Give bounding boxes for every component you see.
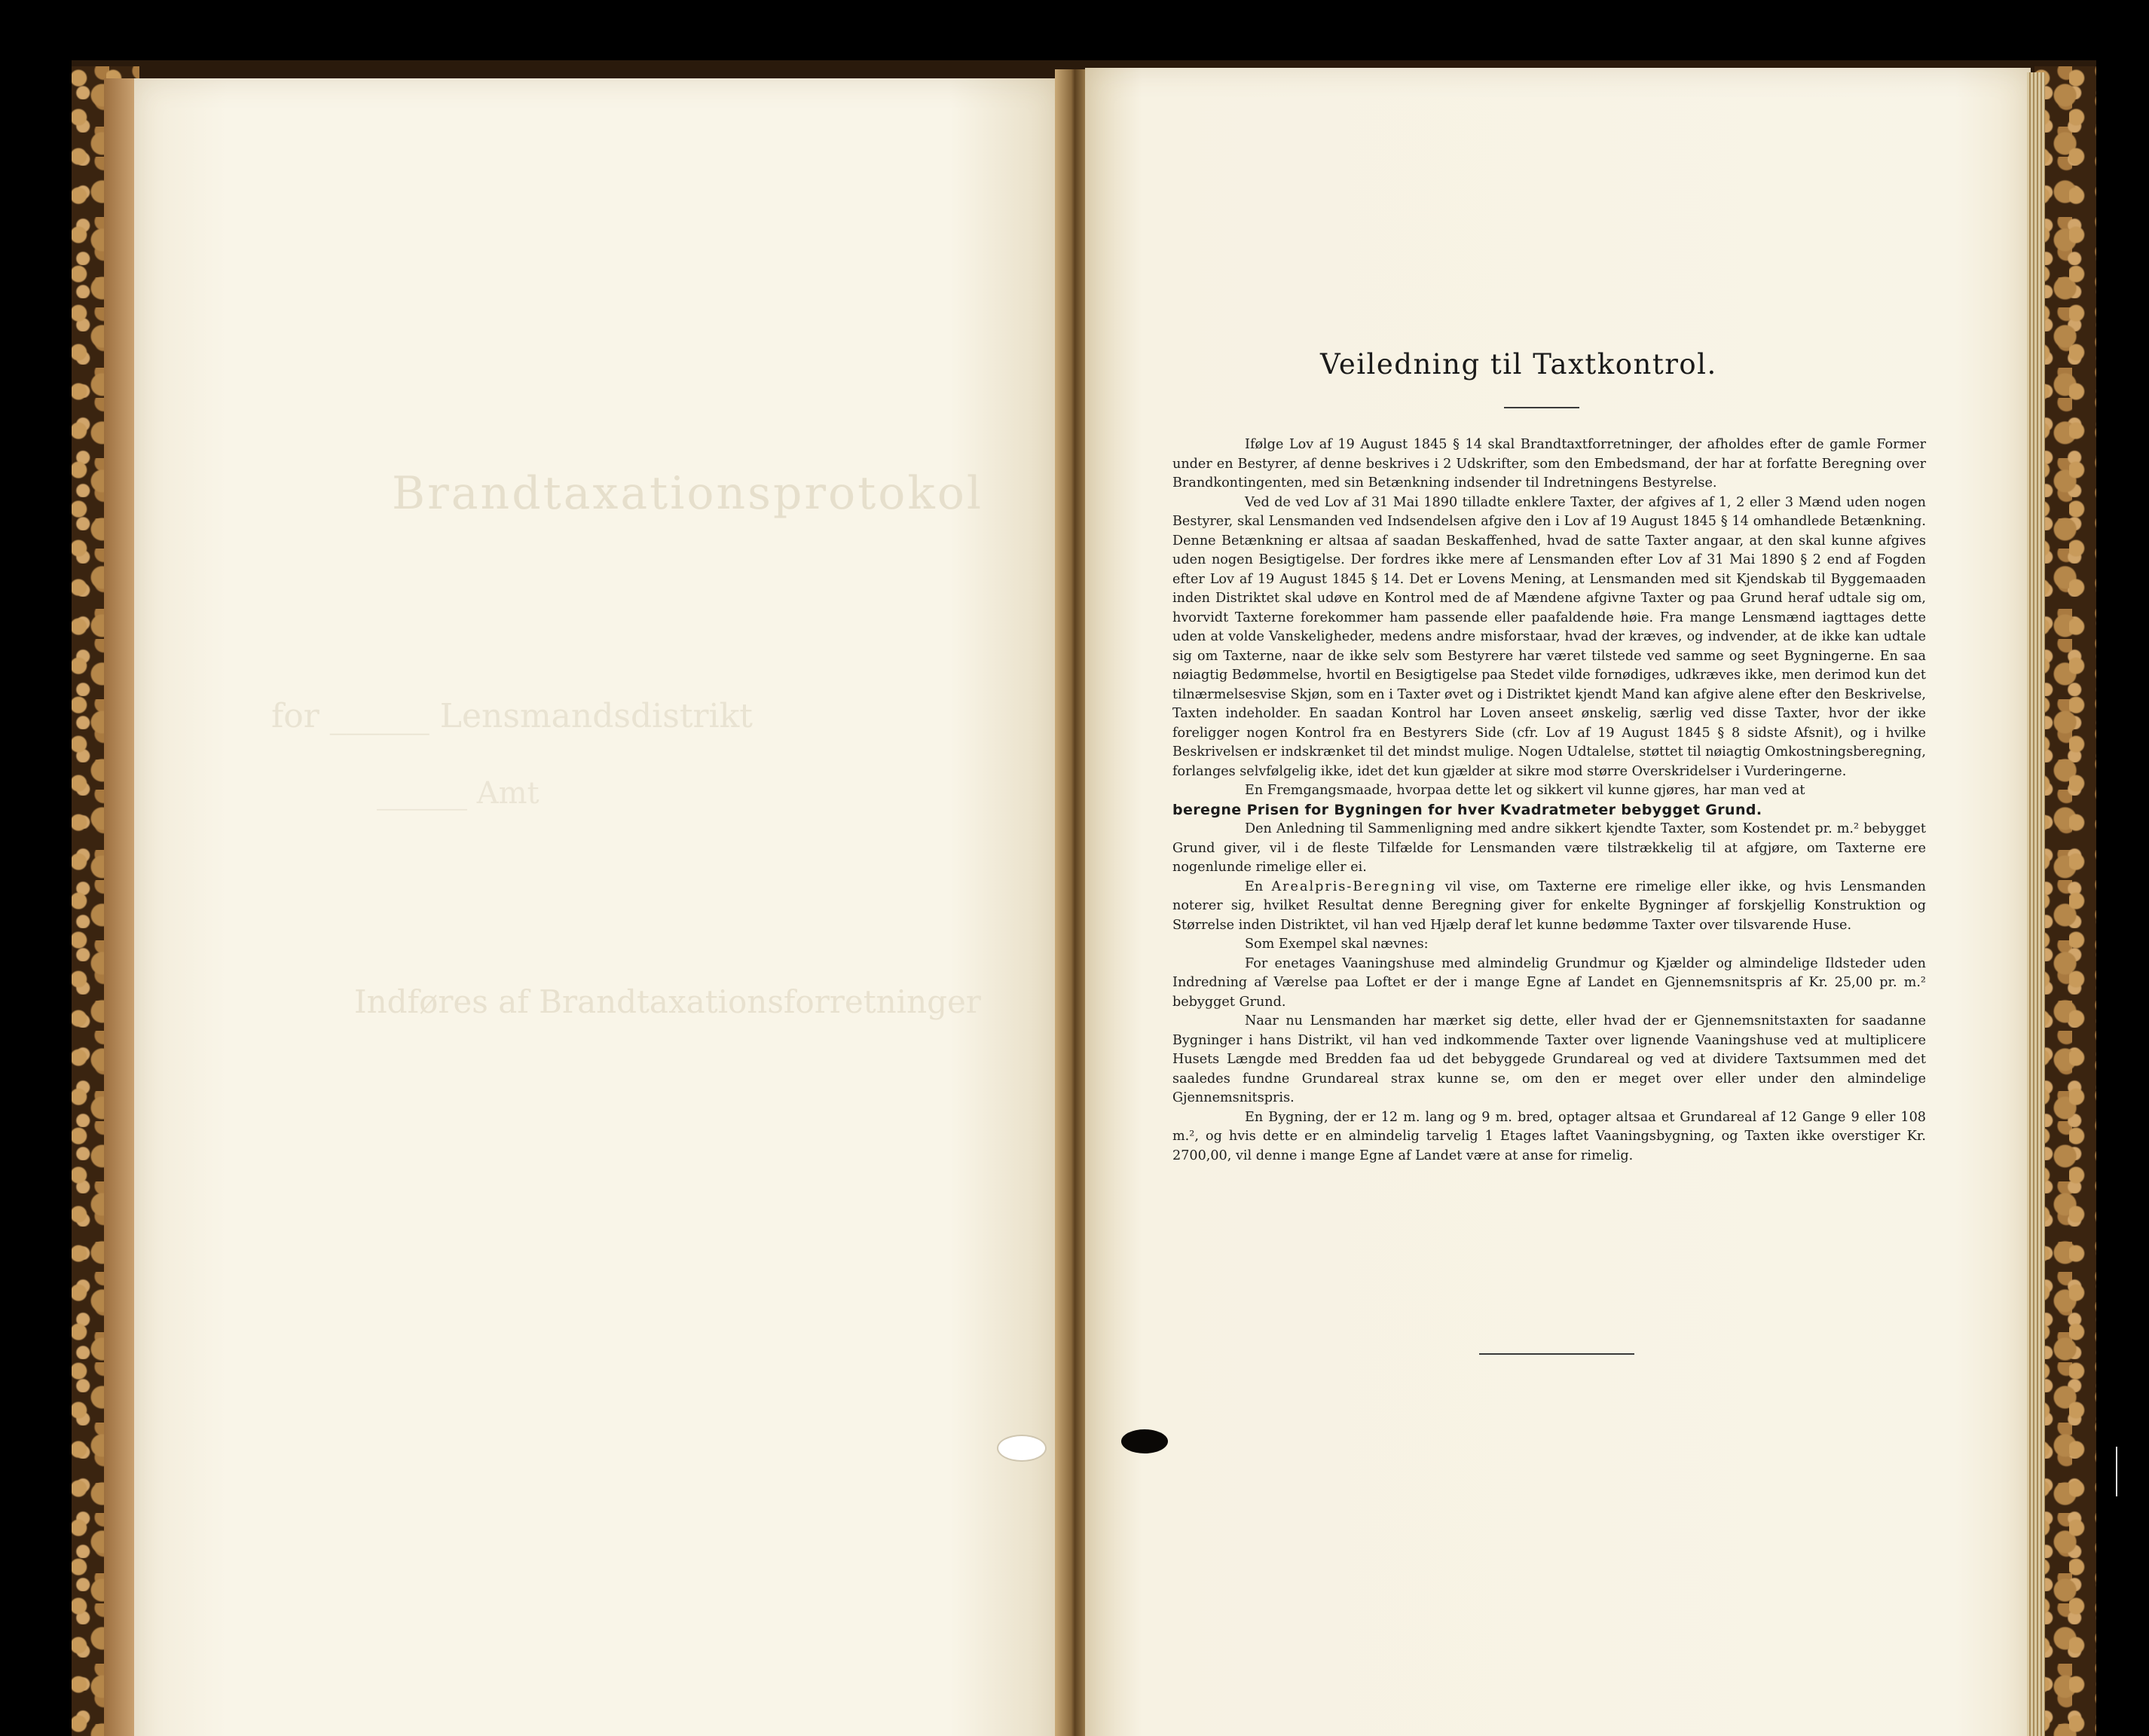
left-page	[134, 78, 1061, 1736]
paragraph: For enetages Vaaningshuse med almindelig Grundmur og Kjælder og almindelige Ildsteder uden Indredning af Værelse paa Loftet er der i mange Egne af Landet en Gjennemsnitspris af Kr. 25,00 pr. m.² bebygget Grund.	[1172, 955, 1926, 1010]
left-page-edge	[104, 78, 134, 1736]
right-page-edges	[2027, 72, 2045, 1736]
page-title: Veiledning til Taxtkontrol.	[1320, 348, 1717, 381]
paragraph: Den Anledning til Sammenligning med andre sikkert kjendte Taxter, som Kostendet pr. m.² bebygget Grund giver, vil i de fleste Tilfælde for Lensmanden være tilstrækkelig til at afgjøre, om Taxterne ere nogenlunde rimelige eller ei.	[1172, 821, 1926, 875]
emphasized-rule: beregne Prisen for Bygningen for hver Kvadratmeter bebygget Grund.	[1172, 801, 1762, 818]
paragraph: Naar nu Lensmanden har mærket sig dette, eller hvad der er Gjennemsnitstaxten for saadanne Bygninger i hans Distrikt, vil han ved indkommende Taxter over lignende Vaaningshuse ved at multiplicere Husets Længde med Bredden faa ud det bebyggede Grundareal og ved at dividere Taxtsummen med det saaledes fundne Grundareal strax kunne se, om den er meget over eller under den almindelige Gjennemsnitspris.	[1172, 1013, 1926, 1105]
binding-hole-right	[1121, 1429, 1168, 1453]
bleed-through-line-district: for ______ Lensmandsdistrikt	[271, 697, 753, 735]
title-rule	[1504, 407, 1579, 408]
paragraph: En Fremgangsmaade, hvorpaa dette let og sikkert vil kunne gjøres, har man ved at	[1245, 783, 1805, 798]
paragraph: Ifølge Lov af 19 August 1845 § 14 skal Brandtaxtforretninger, der afholdes efter de gamle Former under en Bestyrer, af denne beskrives i 2 Udskrifter, som den Embedsmand, der har at forfatte Beregning over Brandkontingenten, med sin Betænkning indsender til Indretningens Bestyrelse.	[1172, 437, 1926, 491]
edge-mark	[2116, 1447, 2117, 1496]
bleed-through-title: Brandtaxationsprotokol	[392, 467, 984, 520]
bleed-through-line-entries: Indføres af Brandtaxationsforretninger	[354, 983, 981, 1020]
closing-rule	[1479, 1353, 1634, 1355]
paragraph: Ved de ved Lov af 31 Mai 1890 tilladte enklere Taxter, der afgives af 1, 2 eller 3 Mænd uden nogen Bestyrer, skal Lensmanden ved Indsendelsen afgive den i Lov af 19 August 1845 § 14 omhandlede Betænkning. Denne Betænkning er altsaa af saadan Beskaffenhed, hvad de satte Taxter angaar, at den skal kunne afgives uden nogen Besigtigelse. Der fordres ikke mere af Lensmanden efter Lov af 31 Mai 1890 § 2 end af Fogden efter Lov af 19 August 1845 § 14. Det er Lovens Mening, at Lensmanden med sit Kjendskab til Byggemaaden inden Distriktet skal udøve en Kontrol med de af Mændene afgivne Taxter og paa Grund heraf udtale sig om, hvorvidt Taxterne forekommer ham passende eller paafaldende høie. Fra mange Lensmænd iagttages dette uden at volde Vanskeligheder, medens andre misforstaar, hvad der kræves, og indvender, at de ikke kan udtale sig om Taxterne, naar de ikke selv som Bestyrere har været tilstede ved samme og seet Bygningerne. En saa nøiagtig Bedømmelse, hvortil en Besigtigelse paa Stedet vilde fornødiges, udkræves ikke, men derimod kun det tilnærmelsesvise Skjøn, som en i Taxter øvet og i Distriktet kjendt Mand kan afgive alene efter den Beskrivelse, Taxten indeholder. En saadan Kontrol har Loven anseet ønskelig, særlig ved disse Taxter, hvor der ikke foreligger nogen Kontrol fra en Bestyrers Side (cfr. Lov af 19 August 1845 § 8 sidste Afsnit), og i hvilke Beskrivelsen er indskrænket til det mindst mulige. Nogen Udtalelse, støttet til nøiagtig Omkostningsberegning, forlanges selvfølgelig ikke, idet det kun gjælder at sikre mod større Overskridelser i Vurderingerne.	[1172, 494, 1926, 779]
guidance-text	[1172, 436, 1926, 1166]
paragraph: Som Exempel skal nævnes:	[1245, 937, 1429, 952]
bleed-through-line-county: ______ Amt	[377, 776, 540, 811]
paragraph	[1172, 878, 1926, 936]
binding-hole-left	[997, 1435, 1047, 1462]
paragraph: En Bygning, der er 12 m. lang og 9 m. bred, optager altsaa et Grundareal af 12 Gange 9 eller 108 m.², og hvis dette er en almindelig tarvelig 1 Etages laftet Vaaningsbygning, og Taxten ikke overstiger Kr. 2700,00, vil denne i mange Egne af Landet være at anse for rimelig.	[1172, 1109, 1926, 1163]
spaced-term: Arealpris-Beregning	[1271, 879, 1437, 894]
paragraph-rest: vil vise, om Taxterne ere rimelige eller ikke, og hvis Lensmanden noterer sig, hvilket Resultat denne Beregning giver for enkelte Bygninger af forskjellig Konstruktion og Størrelse inden Distriktet, vil han ved Hjælp deraf let kunne bedømme Taxter over tilsvarende Huse.	[1172, 879, 1927, 933]
paragraph-lead: En	[1245, 879, 1264, 894]
